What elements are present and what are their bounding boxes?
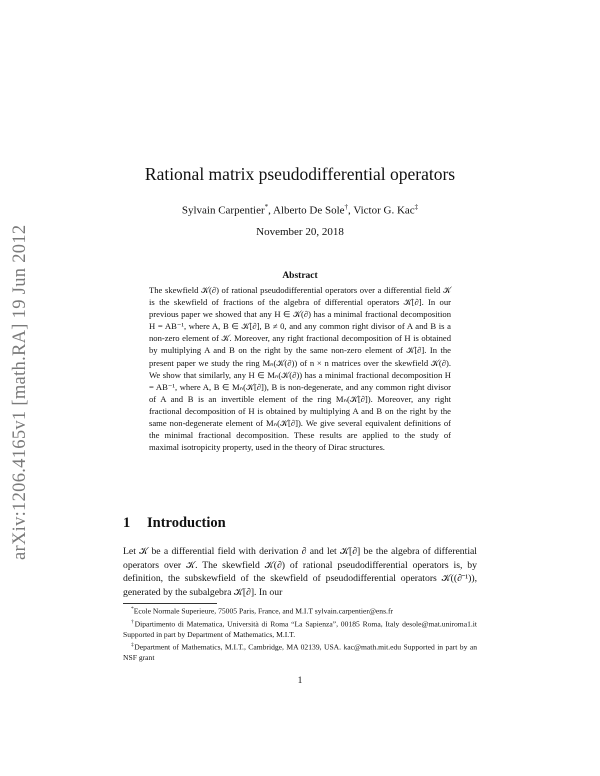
footnote [123, 617, 477, 640]
footnote [123, 604, 477, 617]
footnote-mark: ‡ [131, 642, 135, 649]
author-footnote-mark: * [264, 203, 269, 211]
author-footnote-mark: ‡ [414, 203, 419, 211]
arxiv-identifier: arXiv:1206.4165v1 [math.RA] 19 Jun 2012 [10, 224, 30, 560]
footnote-mark: † [131, 618, 135, 625]
paper-title: Rational matrix pseudodifferential operators [144, 164, 456, 184]
abstract-text: The skewfield 𝒦(∂) of rational pseudodifferential operators over a differential field 𝒦 is the skewfield of fractions of the algebra of differential operators 𝒦[∂]. In our previous paper we showed that any H ∈ 𝒦(∂) has a minimal fractional decomposition H = AB⁻¹, where A, B ∈ 𝒦[∂], B ≠ 0, and any common right divisor of A and B is a non-zero element of 𝒦. Moreover, any right fractional decomposition of H is obtained by multiplying A and B on the right by the same non-zero element of 𝒦[∂]. In the present paper we study the ring Mₙ(𝒦(∂)) of n × n matrices over the skewfield 𝒦(∂). We show that similarly, any H ∈ Mₙ(𝒦(∂)) has a minimal fractional decomposition H = AB⁻¹, where A, B ∈ Mₙ(𝒦[∂]), B is non-degenerate, and any common right divisor of A and B is an invertible element of the ring Mₙ(𝒦[∂]). Moreover, any right fractional decomposition of H is obtained by multiplying A and B on the right by the same non-degenerate element of Mₙ(𝒦[∂]). We give several equivalent definitions of the minimal fractional decomposition. These results are applied to the study of maximal isotropicity property, used in the theory of Dirac structures. [149, 285, 451, 453]
section-title: Introduction [147, 515, 226, 531]
footnote-mark: * [131, 606, 134, 612]
footnote-text: Department of Mathematics, M.I.T., Cambridge, MA 02139, USA. kac@math.mit.edu Supported in part by an NSF grant [123, 642, 477, 663]
footnote-text: Dipartimento di Matematica, Università di Roma “La Sapienza”, 00185 Roma, Italy desole@mat.uniroma1.it Supported in part by Department of Mathematics, M.I.T. [123, 619, 477, 639]
author-name: Sylvain Carpentier [181, 204, 265, 217]
footnote [123, 640, 477, 663]
introduction-paragraph: Let 𝒦 be a differential field with derivation ∂ and let 𝒦[∂] be the algebra of differential operators over 𝒦. The skewfield 𝒦(∂) of rational pseudodifferential operators is, by definition, the subskewfield of the skewfield of pseudodifferential operators 𝒦((∂⁻¹)), generated by the subalgebra 𝒦[∂]. In our [123, 546, 477, 598]
footnote-text: Ecole Normale Superieure, 75005 Paris, France, and M.I.T sylvain.carpentier@ens.fr [133, 606, 394, 616]
author-name: Victor G. Kac [353, 204, 415, 217]
author-list: Sylvain Carpentier*, Alberto De Sole†, Victor G. Kac‡ [181, 203, 419, 217]
abstract-heading: Abstract [282, 271, 318, 281]
author-footnote-mark: † [344, 203, 349, 211]
paper-date: November 20, 2018 [256, 226, 344, 238]
footnotes [123, 604, 477, 664]
page-number: 1 [297, 676, 303, 686]
section-number: 1 [123, 515, 131, 531]
section-heading [123, 515, 226, 532]
author-name: Alberto De Sole [273, 204, 345, 217]
